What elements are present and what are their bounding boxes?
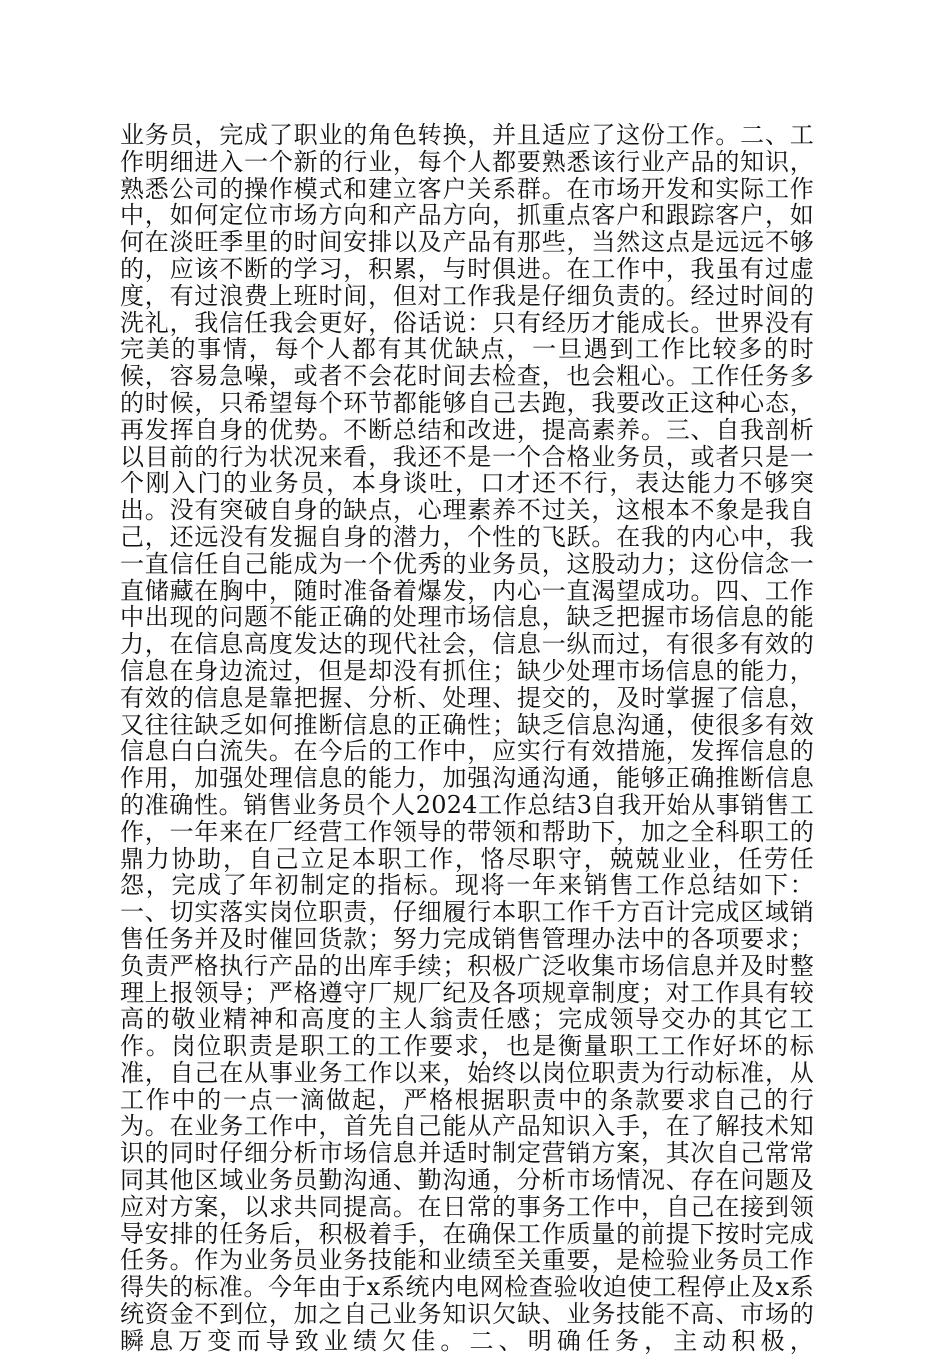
body-text: 业务员，完成了职业的角色转换，并且适应了这份工作。二、工作明细进入一个新的行业，每个人都要熟悉该行业产品的知识，熟悉公司的操作模式和建立客户关系群。在市场开发和实际工作中，如何定位市场方向和产品方向，抓重点客户和跟踪客户，如何在淡旺季里的时间安排以及产品有那些，当然这点是远远不够的，应该不断的学习，积累，与时俱进。在工作中，我虽有过虚度，有过浪费上班时间，但对工作我是仔细负责的。经过时间的洗礼，我信任我会更好，俗话说：只有经历才能成长。世界没有完美的事情，每个人都有其优缺点，一旦遇到工作比较多的时候，容易急噪，或者不会花时间去检查，也会粗心。工作任务多的时候，只希望每个环节都能够自己去跑，我要改正这种心态，再发挥自身的优势。不断总结和改进，提高素养。三、自我剖析以目前的行为状况来看，我还不是一个合格业务员，或者只是一个刚入门的业务员，本身谈吐，口才还不行，表达能力不够突出。没有突破自身的缺点，心理素养不过关，这根本不象是我自己，还远没有发掘自身的潜力，个性的飞跃。在我的内心中，我一直信任自己能成为一个优秀的业务员，这股动力；这份信念一直储藏在胸中，随时准备着爆发，内心一直渴望成功。四、工作中出现的问题不能正确的处理市场信息，缺乏把握市场信息的能力，在信息高度发达的现代社会，信息一纵而过，有很多有效的信息在身边流过，但是却没有抓住；缺少处理市场信息的能力，有效的信息是靠把握、分析、处理、提交的，及时掌握了信息，又往往缺乏如何推断信息的正确性；缺乏信息沟通，使很多有效信息白白流失。在今后的工作中，应实行有效措施，发挥信息的作用，加强处理信息的能力，加强沟通沟通，能够正确推断信息的准确性。销售业务员个人2024工作总结3自我开始从事销售工作，一年来在厂经营工作领导的带领和帮助下，加之全科职工的鼎力协助，自己立足本职工作，恪尽职守，兢兢业业，任劳任怨，完成了年初制定的指标。现将一年来销售工作总结如下：一、切实落实岗位职责，仔细履行本职工作千方百计完成区域销售任务并及时催回货款；努力完成销售管理办法中的各项要求；负责严格执行产品的出库手续；积极广泛收集市场信息并及时整理上报领导；严格遵守厂规厂纪及各项规章制度；对工作具有较高的敬业精神和高度的主人翁责任感；完成领导交办的其它工作。岗位职责是职工的工作要求，也是衡量职工工作好坏的标准，自己在从事业务工作以来，始终以岗位职责为行动标准，从工作中的一点一滴做起，严格根据职责中的条款要求自己的行为。在业务工作中，首先自己能从产品知识入手，在了解技术知识的同时仔细分析市场信息并适时制定营销方案，其次自己常常同其他区域业务员勤沟通、勤沟通，分析市场情况、存在问题及应对方案，以求共同提高。在日常的事务工作中，自己在接到领导安排的任务后，积极着手，在确保工作质量的前提下按时完成任务。作为业务员业务技能和业绩至关重要，是检验业务员工作得失的标准。今年由于x系统内电网检查验收迫使工程停止及x系统资金不到位，加之自己业务知识欠缺、业务技能不高、市场的瞬息万变而导致业绩欠佳。二、明确任务，主动积极， <box>120 121 814 1355</box>
